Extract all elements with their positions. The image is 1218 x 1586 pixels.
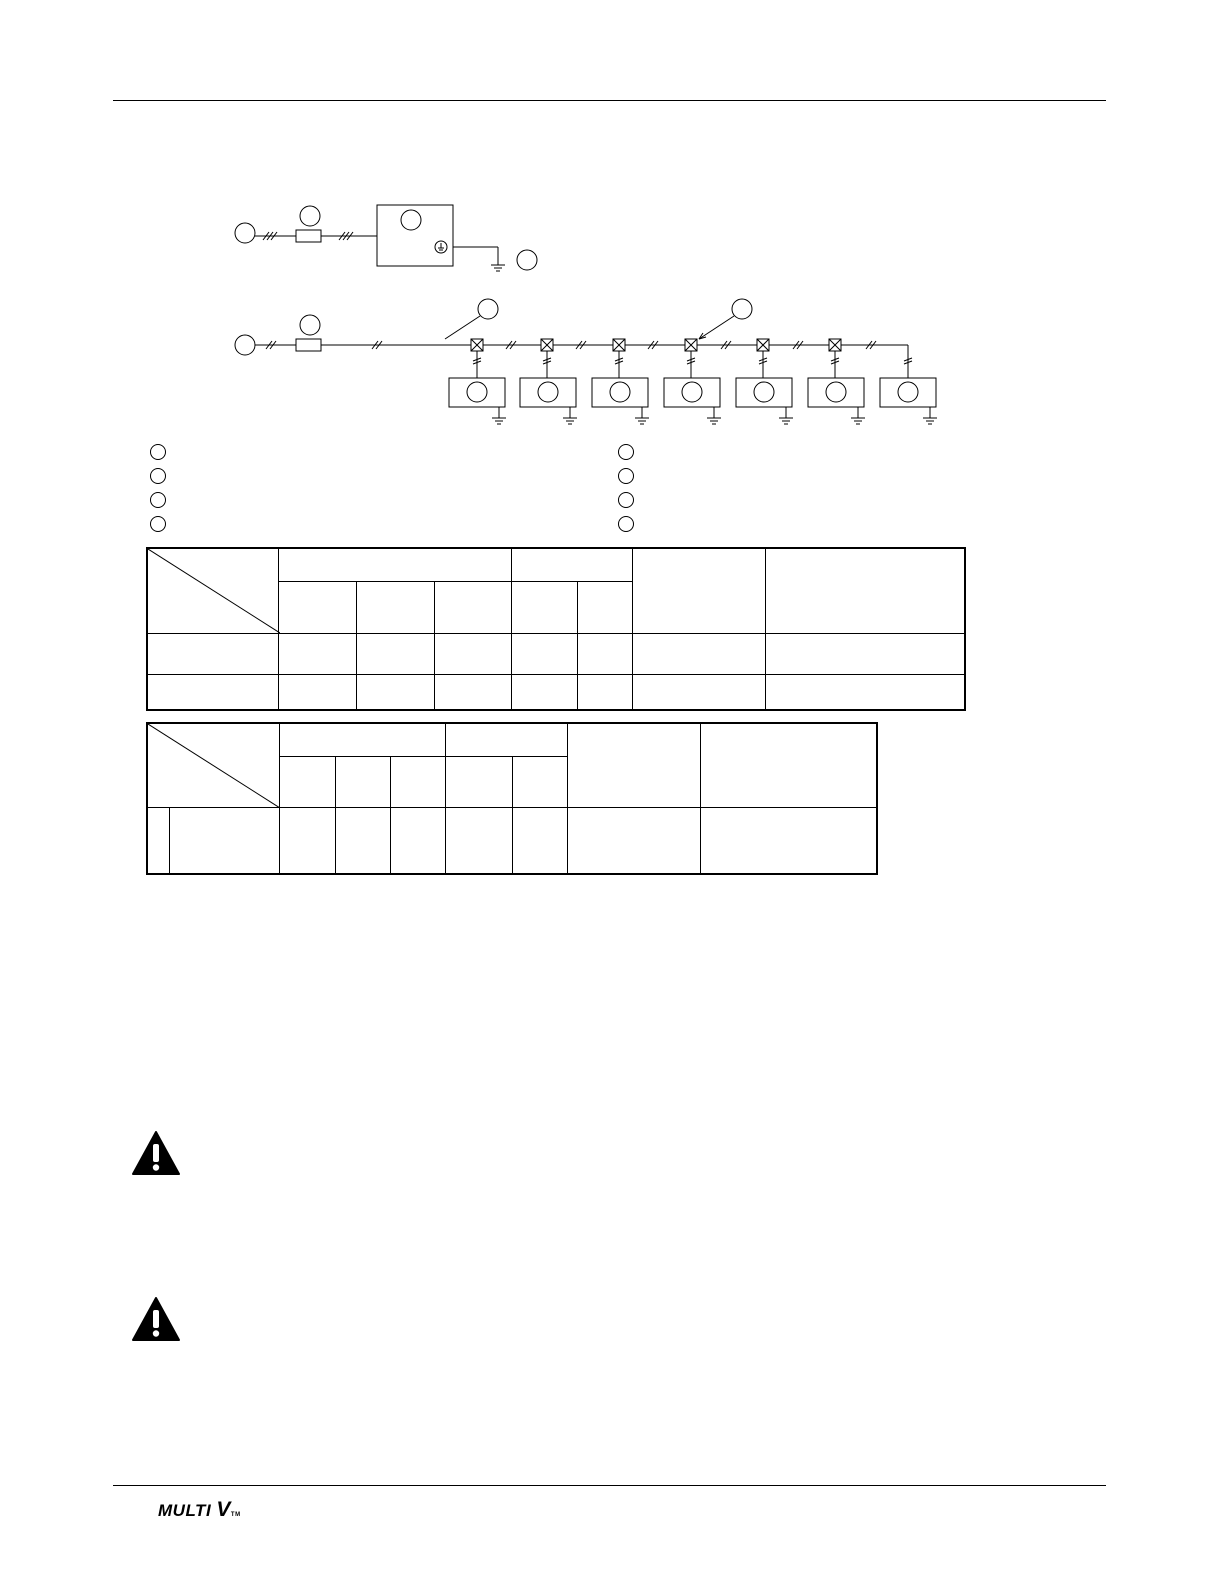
brand-suffix: V [216,1498,231,1521]
callout-circle [235,223,255,243]
group-header-cell [279,548,511,581]
header-cell [356,581,434,633]
fuse-icon [296,339,321,351]
legend-marker [618,492,634,508]
header-cell [578,581,633,633]
header-cell [279,756,335,807]
group-header-cell [445,723,567,756]
header-cell [700,723,877,807]
legend-marker [150,492,166,508]
wiring-spec-table-2 [146,722,878,875]
diagonal-header-cell [147,723,279,807]
header-cell [765,548,965,633]
header-cell [434,581,511,633]
header-cell [279,581,357,633]
footer-rule [113,1485,1106,1486]
header-cell [511,581,578,633]
legend-marker [150,468,166,484]
group-header-cell [511,548,633,581]
legend-marker [618,516,634,532]
callout-circle [517,250,537,270]
header-cell [390,756,445,807]
wiring-spec-table-1 [146,547,966,711]
callout-circle [732,299,752,319]
brand-name: MULTI [158,1501,212,1520]
diagonal-header-cell [147,548,279,633]
trademark-mark: TM [230,1512,241,1518]
wiring-diagram [0,0,1218,440]
callout-circle [235,335,255,355]
warning-triangle-icon [131,1130,181,1176]
outdoor-unit [377,205,453,266]
header-cell [633,548,766,633]
header-cell [335,756,390,807]
ground-icon [491,265,505,271]
brand-logo [158,1498,241,1522]
callout-circle [478,299,498,319]
legend-marker [618,468,634,484]
fuse-icon [296,230,321,242]
table-row [147,633,965,674]
legend-marker [150,444,166,460]
header-cell [567,723,700,807]
warning-triangle-icon [131,1296,181,1342]
header-cell [512,756,567,807]
callout-circle [300,206,320,226]
legend-marker [150,516,166,532]
callout-circle [300,315,320,335]
table-row [147,807,877,874]
header-cell [445,756,512,807]
legend-marker [618,444,634,460]
table-row [147,674,965,710]
group-header-cell [279,723,445,756]
